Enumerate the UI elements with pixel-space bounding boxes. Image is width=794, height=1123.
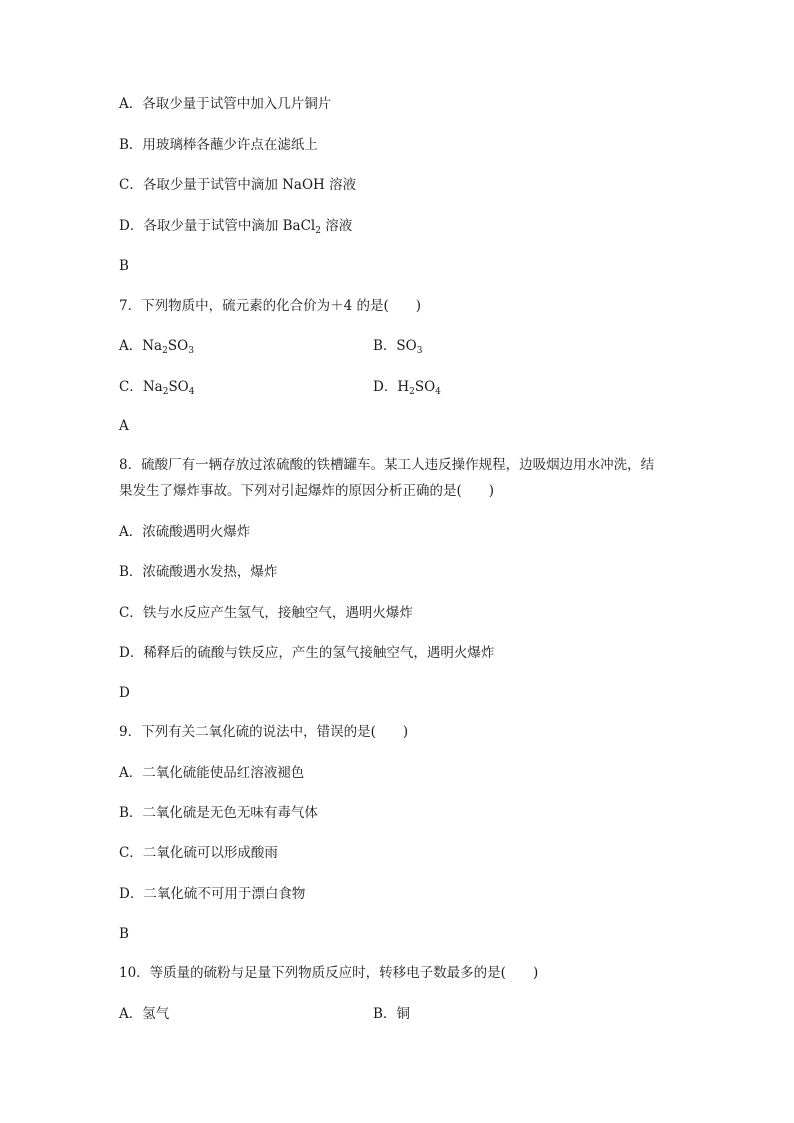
q10-option-b: B．铜 <box>373 1006 410 1022</box>
q8-answer: D <box>119 685 130 701</box>
q8-option-d: D．稀释后的硫酸与铁反应，产生的氢气接触空气，遇明火爆炸 <box>119 645 495 661</box>
q6-option-a: A．各取少量于试管中加入几片铜片 <box>119 96 332 112</box>
q7-option-c: C．$Na_2SO_4$ <box>119 379 195 397</box>
q9-option-d: D．二氧化硫不可用于漂白食物 <box>119 886 306 902</box>
q8-stem-line1: 8．硫酸厂有一辆存放过浓硫酸的铁槽罐车。某工人违反操作规程，边吸烟边用水冲洗，结 <box>119 457 655 473</box>
q6-option-d: D．各取少量于试管中滴加 BaCl$_2$ 溶液 <box>119 218 353 236</box>
q7-option-a: A．$Na_2SO_3$ <box>119 338 194 356</box>
q8-stem-line2: 果发生了爆炸事故。下列对引起爆炸的原因分析正确的是( ) <box>119 483 495 499</box>
q8-option-b: B．浓硫酸遇水发热，爆炸 <box>119 564 278 580</box>
q6-answer: B <box>119 258 129 274</box>
q8-option-a: A．浓硫酸遇明火爆炸 <box>119 524 251 540</box>
q7-stem: 7．下列物质中，硫元素的化合价为＋4 的是( ) <box>119 298 422 314</box>
q7-option-b: B．$SO_3$ <box>373 338 423 356</box>
q9-stem: 9．下列有关二氧化硫的说法中，错误的是( ) <box>119 724 409 740</box>
q7-answer: A <box>119 418 129 434</box>
q9-option-b: B．二氧化硫是无色无味有毒气体 <box>119 805 318 821</box>
q7-option-d: D．$H_2SO_4$ <box>373 379 441 397</box>
q6-option-b: B．用玻璃棒各蘸少许点在滤纸上 <box>119 137 318 153</box>
q9-option-a: A．二氧化硫能使品红溶液褪色 <box>119 765 305 781</box>
q6-option-c: C．各取少量于试管中滴加 NaOH 溶液 <box>119 177 357 193</box>
q10-stem: 10．等质量的硫粉与足量下列物质反应时，转移电子数最多的是( ) <box>119 965 539 981</box>
q9-answer: B <box>119 926 129 942</box>
q10-option-a: A．氢气 <box>119 1006 170 1022</box>
q9-option-c: C．二氧化硫可以形成酸雨 <box>119 845 278 861</box>
q8-option-c: C．铁与水反应产生氢气，接触空气，遇明火爆炸 <box>119 605 413 621</box>
